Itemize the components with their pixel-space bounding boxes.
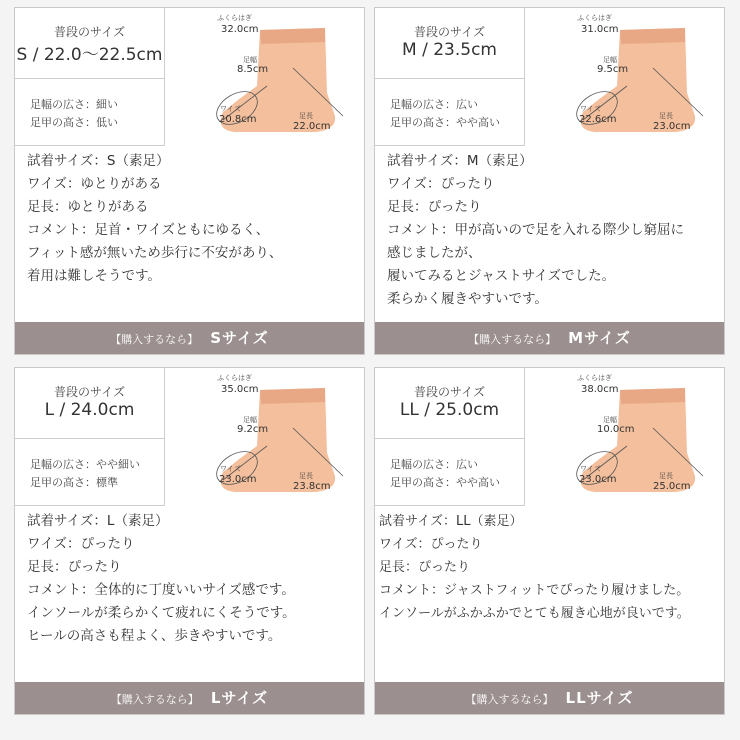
comment-line: 足長：ゆとりがある xyxy=(27,199,149,215)
buy-size-banner[interactable] xyxy=(15,682,364,714)
buy-size-banner[interactable] xyxy=(15,322,364,354)
calf-value: 32.0cm xyxy=(221,24,259,35)
calf-label: ふくらはぎ xyxy=(217,14,252,22)
fitting-comment xyxy=(387,150,720,311)
wise-value: 23.0cm xyxy=(219,474,257,485)
foot-illustration xyxy=(525,8,725,146)
instep-height-line: 足甲の高さ：標準 xyxy=(30,476,118,489)
foot-width-line: 足幅の広さ：広い xyxy=(390,458,478,471)
buy-size-banner[interactable] xyxy=(375,682,724,714)
usual-size-panel xyxy=(15,368,165,506)
comment-line: インソールが柔らかくて疲れにくそうです。 xyxy=(27,605,296,621)
instep-label: 足幅 xyxy=(243,56,257,64)
size-card-m xyxy=(374,7,725,355)
instep-label: 足幅 xyxy=(243,416,257,424)
foot-width-line: 足幅の広さ：やや細い xyxy=(30,458,140,471)
wise-label: ワイズ xyxy=(580,105,601,113)
fitting-comment xyxy=(27,150,360,288)
buy-size-banner[interactable] xyxy=(375,322,724,354)
foot-illustration xyxy=(165,368,365,506)
foot-diagram xyxy=(525,8,725,146)
instep-value: 10.0cm xyxy=(597,424,635,435)
comment-line: 足長：ぴったり xyxy=(27,559,122,575)
usual-size-caption: 普段のサイズ xyxy=(53,25,126,39)
size-card-l xyxy=(14,367,365,715)
wise-value: 23.0cm xyxy=(579,474,617,485)
buy-prefix: 【購入するなら】 xyxy=(465,693,554,706)
calf-value: 35.0cm xyxy=(221,384,259,395)
foot-diagram xyxy=(165,8,365,146)
comment-line: ワイズ：ぴったり xyxy=(27,536,135,552)
usual-size-caption: 普段のサイズ xyxy=(53,385,126,399)
usual-size-panel xyxy=(375,8,525,146)
wise-label: ワイズ xyxy=(220,105,241,113)
instep-height-line: 足甲の高さ：低い xyxy=(30,116,118,129)
foot-width-line: 足幅の広さ：細い xyxy=(30,98,118,111)
comment-line: 試着サイズ：L（素足） xyxy=(27,513,169,529)
usual-size-value: L / 24.0cm xyxy=(44,400,135,420)
usual-size-caption: 普段のサイズ xyxy=(413,25,486,39)
length-value: 25.0cm xyxy=(653,481,691,492)
comment-line: 試着サイズ：M（素足） xyxy=(387,153,533,169)
instep-value: 9.5cm xyxy=(597,64,629,75)
comment-line: コメント：足首・ワイズともにゆるく、 xyxy=(27,222,270,238)
buy-prefix: 【購入するなら】 xyxy=(468,333,557,346)
comment-line: 履いてみるとジャストサイズでした。 xyxy=(387,268,616,284)
comment-line: コメント：ジャストフィットでぴったり履けました。 xyxy=(379,583,690,598)
comment-line: 柔らかく履きやすいです。 xyxy=(387,291,548,307)
foot-width-line: 足幅の広さ：広い xyxy=(390,98,478,111)
instep-height-line: 足甲の高さ：やや高い xyxy=(390,476,500,489)
calf-label: ふくらはぎ xyxy=(577,14,612,22)
comment-line: ヒールの高さも程よく、歩きやすいです。 xyxy=(27,628,282,644)
divider xyxy=(15,438,164,439)
fitting-comment xyxy=(379,510,720,625)
instep-label: 足幅 xyxy=(603,416,617,424)
instep-height-line: 足甲の高さ：やや高い xyxy=(390,116,500,129)
buy-prefix: 【購入するなら】 xyxy=(110,333,199,346)
comment-line: インソールがふかふかでとても履き心地が良いです。 xyxy=(379,606,690,621)
usual-size-panel xyxy=(375,368,525,506)
buy-size-label: Mサイズ xyxy=(568,329,631,347)
length-label: 足長 xyxy=(299,472,313,480)
comment-line: ワイズ：ゆとりがある xyxy=(27,176,162,192)
instep-label: 足幅 xyxy=(603,56,617,64)
calf-label: ふくらはぎ xyxy=(577,374,612,382)
divider xyxy=(375,438,524,439)
divider xyxy=(15,78,164,79)
instep-value: 9.2cm xyxy=(237,424,269,435)
comment-line: フィット感が無いため歩行に不安があり、 xyxy=(27,245,283,261)
length-label: 足長 xyxy=(659,112,673,120)
usual-size-caption: 普段のサイズ xyxy=(413,385,486,399)
wise-value: 20.8cm xyxy=(219,114,257,125)
calf-label: ふくらはぎ xyxy=(217,374,252,382)
buy-size-label: LLサイズ xyxy=(565,689,634,707)
usual-size-value: M / 23.5cm xyxy=(402,40,497,60)
comment-line: コメント：甲が高いので足を入れる際少し窮屈に xyxy=(387,222,684,238)
foot-illustration xyxy=(525,368,725,506)
instep-value: 8.5cm xyxy=(237,64,269,75)
calf-value: 38.0cm xyxy=(581,384,619,395)
foot-diagram xyxy=(165,368,365,506)
comment-line: 足長：ぴったり xyxy=(379,560,471,575)
divider xyxy=(375,78,524,79)
length-label: 足長 xyxy=(299,112,313,120)
wise-label: ワイズ xyxy=(220,465,241,473)
wise-label: ワイズ xyxy=(580,465,601,473)
comment-line: ワイズ：ぴったり xyxy=(379,537,483,552)
wise-value: 22.6cm xyxy=(579,114,617,125)
length-value: 23.0cm xyxy=(653,121,691,132)
length-label: 足長 xyxy=(659,472,673,480)
buy-prefix: 【購入するなら】 xyxy=(110,693,199,706)
buy-size-label: Lサイズ xyxy=(210,689,269,707)
length-value: 22.0cm xyxy=(293,121,331,132)
fitting-comment xyxy=(27,510,360,648)
comment-line: 試着サイズ：S（素足） xyxy=(27,153,170,169)
buy-size-label: Sサイズ xyxy=(210,329,269,347)
comment-line: 感じましたが、 xyxy=(387,245,482,261)
usual-size-panel xyxy=(15,8,165,146)
comment-line: ワイズ：ぴったり xyxy=(387,176,495,192)
size-card-s xyxy=(14,7,365,355)
usual-size-value: LL / 25.0cm xyxy=(399,400,500,420)
foot-diagram xyxy=(525,368,725,506)
size-card-ll xyxy=(374,367,725,715)
comment-line: 試着サイズ：LL（素足） xyxy=(379,514,523,529)
foot-illustration xyxy=(165,8,365,146)
calf-value: 31.0cm xyxy=(581,24,619,35)
usual-size-value: S / 22.0〜22.5cm xyxy=(16,45,163,65)
comment-line: コメント：全体的に丁度いいサイズ感です。 xyxy=(27,582,295,598)
comment-line: 足長：ぴったり xyxy=(387,199,482,215)
comment-line: 着用は難しそうです。 xyxy=(27,268,161,284)
length-value: 23.8cm xyxy=(293,481,331,492)
